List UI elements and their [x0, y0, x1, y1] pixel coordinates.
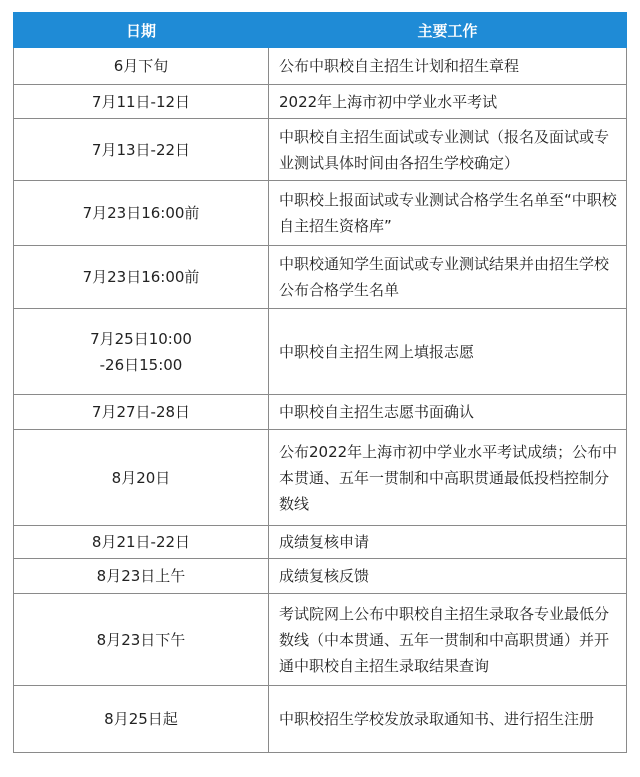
row-date: 7月27日-28日	[91, 403, 191, 421]
row-date: 7月11日-12日	[91, 92, 191, 111]
row-work: 公布中职校自主招生计划和招生章程	[269, 48, 627, 85]
row-date-cell	[14, 246, 269, 309]
row-work: 中职校自主招生网上填报志愿	[269, 309, 627, 395]
row-work: 考试院网上公布中职校自主招生录取各专业最低分数线（中本贯通、五年一贯制和中高职贯通）并开通中职校自主招生录取结果查询	[269, 594, 627, 686]
table-row	[14, 181, 627, 246]
row-date: -26日15:00	[99, 355, 183, 374]
row-work: 中职校上报面试或专业测试合格学生名单至“中职校自主招生资格库”	[269, 181, 627, 246]
header-date: 日期	[14, 13, 269, 48]
row-date: 7月13日-22日	[91, 140, 191, 159]
row-work: 成绩复核申请	[269, 526, 627, 559]
table-header-row	[14, 13, 627, 48]
table-body	[14, 48, 627, 753]
table-row	[14, 395, 627, 430]
schedule-table-container	[13, 12, 626, 753]
row-date-cell	[14, 430, 269, 526]
row-date-cell	[14, 686, 269, 753]
table-row	[14, 48, 627, 85]
table-row	[14, 309, 627, 395]
row-date-cell	[14, 181, 269, 246]
row-work: 2022年上海市初中学业水平考试	[269, 85, 627, 119]
table-row	[14, 559, 627, 594]
table-row	[14, 246, 627, 309]
row-date: 8月25日起	[104, 710, 178, 728]
table-row	[14, 686, 627, 753]
row-date-cell	[14, 119, 269, 181]
row-date: 7月25日10:00	[90, 329, 192, 348]
schedule-table	[13, 12, 627, 753]
row-date: 8月23日下午	[96, 630, 186, 649]
row-date-cell	[14, 395, 269, 430]
row-date: 8月21日-22日	[91, 533, 191, 551]
row-work: 中职校自主招生面试或专业测试（报名及面试或专业测试具体时间由各招生学校确定）	[269, 119, 627, 181]
table-row	[14, 85, 627, 119]
row-date: 8月23日上午	[96, 567, 186, 585]
row-date: 8月20日	[111, 468, 171, 487]
row-date: 7月23日16:00前	[82, 204, 200, 222]
table-row	[14, 119, 627, 181]
row-date-cell	[14, 526, 269, 559]
row-work: 成绩复核反馈	[269, 559, 627, 594]
row-date-cell	[14, 309, 269, 395]
table-row	[14, 526, 627, 559]
row-work: 中职校招生学校发放录取通知书、进行招生注册	[269, 686, 627, 753]
row-work: 公布2022年上海市初中学业水平考试成绩；公布中本贯通、五年一贯制和中高职贯通最低投档控制分数线	[269, 430, 627, 526]
row-date-cell	[14, 48, 269, 85]
table-row	[14, 430, 627, 526]
row-date-cell	[14, 85, 269, 119]
header-main-work: 主要工作	[269, 13, 627, 48]
row-date: 6月下旬	[113, 57, 169, 75]
row-date: 7月23日16:00前	[82, 268, 200, 286]
row-work: 中职校通知学生面试或专业测试结果并由招生学校公布合格学生名单	[269, 246, 627, 309]
row-date-cell	[14, 559, 269, 594]
table-row	[14, 594, 627, 686]
row-work: 中职校自主招生志愿书面确认	[269, 395, 627, 430]
row-date-cell	[14, 594, 269, 686]
